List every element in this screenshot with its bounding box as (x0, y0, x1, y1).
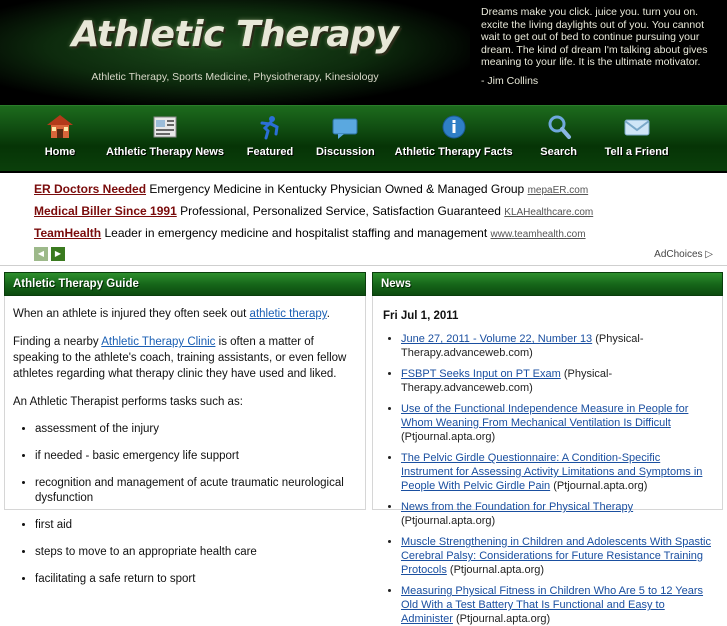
guide-p1-pre: When an athlete is injured they often seek out (13, 308, 250, 320)
ad-url-link[interactable]: mepaER.com (527, 185, 589, 196)
nav-label: Featured (246, 146, 294, 158)
news-item-source: (Ptjournal.apta.org) (400, 515, 496, 527)
news-item-source: (Ptjournal.apta.org) (449, 564, 545, 576)
news-item-source: (Ptjournal.apta.org) (553, 480, 648, 492)
ad-row (34, 223, 719, 245)
guide-paragraph-1 (13, 306, 357, 322)
ad-block (0, 173, 727, 266)
ad-footer (34, 245, 719, 263)
guide-p2-post: is often a matter of speaking to the athlete's coach, training assistants, or even fellow athletes regarding what therapy clinic they have used and liked. (13, 336, 347, 380)
news-item-link[interactable]: June 27, 2011 - Volume 22, Number 13 (400, 333, 593, 345)
newspaper-icon (150, 112, 180, 142)
nav-item-discussion[interactable] (306, 106, 385, 158)
list-item: • first aid (35, 518, 357, 533)
athletic-therapy-clinic-link[interactable]: Athletic Therapy Clinic (101, 336, 216, 348)
news-item-source: (Physical-Therapy.advanceweb.com) (400, 368, 613, 394)
news-item-link[interactable]: The Pelvic Girdle Questionnaire: A Condition-Specific Instrument for Assessing Activity Limitations and Symptoms in People With Pelvic Girdle Pain (400, 452, 703, 492)
ad-url-link[interactable]: www.teamhealth.com (490, 229, 586, 240)
ad-text: Leader in emergency medicine and hospitalist staffing and management (104, 226, 488, 240)
news-date: Fri Jul 1, 2011 (382, 310, 459, 322)
speech-bubble-icon (330, 112, 360, 142)
news-item-link[interactable]: News from the Foundation for Physical Therapy (400, 501, 634, 513)
ad-title-link[interactable]: TeamHealth (34, 226, 102, 240)
magnifier-icon (544, 112, 574, 142)
site-logo-text: Athletic Therapy (71, 14, 399, 55)
nav-label: Athletic Therapy News (106, 146, 224, 158)
therapist-task-list (13, 422, 357, 587)
ad-row (34, 179, 719, 201)
ad-prev-button[interactable]: ◀ (34, 247, 48, 261)
list-item: • steps to move to an appropriate health care (35, 545, 357, 560)
list-item: • facilitating a safe return to sport (35, 572, 357, 587)
nav-label: Tell a Friend (604, 146, 669, 158)
masthead (0, 0, 727, 105)
nav-label: Discussion (315, 146, 375, 158)
nav-label: Home (44, 146, 76, 158)
main-navigation (0, 105, 727, 173)
news-item-source: (Ptjournal.apta.org) (400, 431, 496, 443)
ad-title-link[interactable]: Medical Biller Since 1991 (34, 204, 177, 218)
left-panel-body (4, 296, 366, 585)
news-item (401, 535, 714, 577)
news-item-source: (Ptjournal.apta.org) (456, 613, 551, 625)
left-column (4, 272, 366, 585)
guide-paragraph-2 (13, 334, 357, 382)
nav-item-tell-a-friend[interactable] (595, 106, 679, 158)
nav-label: Athletic Therapy Facts (394, 146, 513, 158)
site-tagline: Athletic Therapy, Sports Medicine, Physiotherapy, Kinesiology (91, 71, 379, 83)
house-icon (45, 112, 75, 142)
news-item-link[interactable]: Measuring Physical Fitness in Children Who Are 5 to 12 Years Old With a Test Battery That Is Functional and Easy to Administer (400, 585, 704, 625)
content-area (0, 266, 727, 625)
news-item-link[interactable]: Muscle Strengthening in Children and Adolescents With Spastic Cerebral Palsy: Considerations for Future Resistance Training Protocols (400, 536, 711, 576)
guide-p1-post: . (326, 308, 330, 320)
news-item (401, 451, 714, 493)
adchoices-link[interactable]: AdChoices ▷ (654, 248, 713, 260)
ad-row (34, 201, 719, 223)
ad-text: Emergency Medicine in Kentucky Physician Owned & Managed Group (149, 182, 525, 196)
envelope-icon (622, 112, 652, 142)
news-panel-heading: News (372, 272, 723, 296)
quote-text: Dreams make you click. juice you. turn you on. excite the living daylights out of you. You cannot wait to get out of bed to continue pursuing your dream. The kind of dream I'm talking about gives meaning to your life. It is the ultimate motivator. (481, 6, 708, 69)
nav-label: Search (540, 146, 577, 158)
news-item (401, 332, 714, 360)
news-item (401, 500, 714, 528)
list-item: • if needed - basic emergency life support (35, 449, 357, 464)
ad-url-link[interactable]: KLAHealthcare.com (504, 207, 594, 218)
guide-p2-pre: Finding a nearby (13, 336, 102, 348)
guide-paragraph-3: An Athletic Therapist performs tasks such as: (13, 396, 243, 408)
nav-item-search[interactable] (523, 106, 595, 158)
nav-item-athletic-therapy-facts[interactable] (385, 106, 523, 158)
ad-title-link[interactable]: ER Doctors Needed (34, 182, 147, 196)
news-panel-body (372, 296, 723, 625)
list-item: • assessment of the injury (35, 422, 357, 437)
quote-attribution: - Jim Collins (481, 74, 539, 87)
news-item (401, 584, 714, 626)
news-item (401, 367, 714, 395)
motivational-quote (481, 6, 717, 88)
nav-item-home[interactable] (24, 106, 96, 158)
nav-item-athletic-therapy-news[interactable] (96, 106, 234, 158)
athletic-therapy-link[interactable]: athletic therapy (249, 308, 327, 320)
left-panel-heading: Athletic Therapy Guide (4, 272, 366, 296)
runner-icon (255, 112, 285, 142)
ad-pagination (34, 247, 65, 261)
info-icon (439, 112, 469, 142)
news-item-link[interactable]: Use of the Functional Independence Measure in People for Whom Weaning From Mechanical Ventilation Is Difficult (400, 403, 689, 429)
list-item: • recognition and management of acute traumatic neurological dysfunction (35, 476, 357, 506)
news-item-link[interactable]: FSBPT Seeks Input on PT Exam (400, 368, 561, 380)
right-column (372, 272, 723, 625)
ad-text: Professional, Personalized Service, Satisfaction Guaranteed (180, 204, 501, 218)
news-item-source: (Physical-Therapy.advanceweb.com) (400, 333, 644, 359)
nav-item-featured[interactable] (234, 106, 306, 158)
news-item (401, 402, 714, 444)
ad-next-button[interactable]: ▶ (51, 247, 65, 261)
news-list (381, 332, 714, 626)
site-logo[interactable] (0, 14, 470, 83)
